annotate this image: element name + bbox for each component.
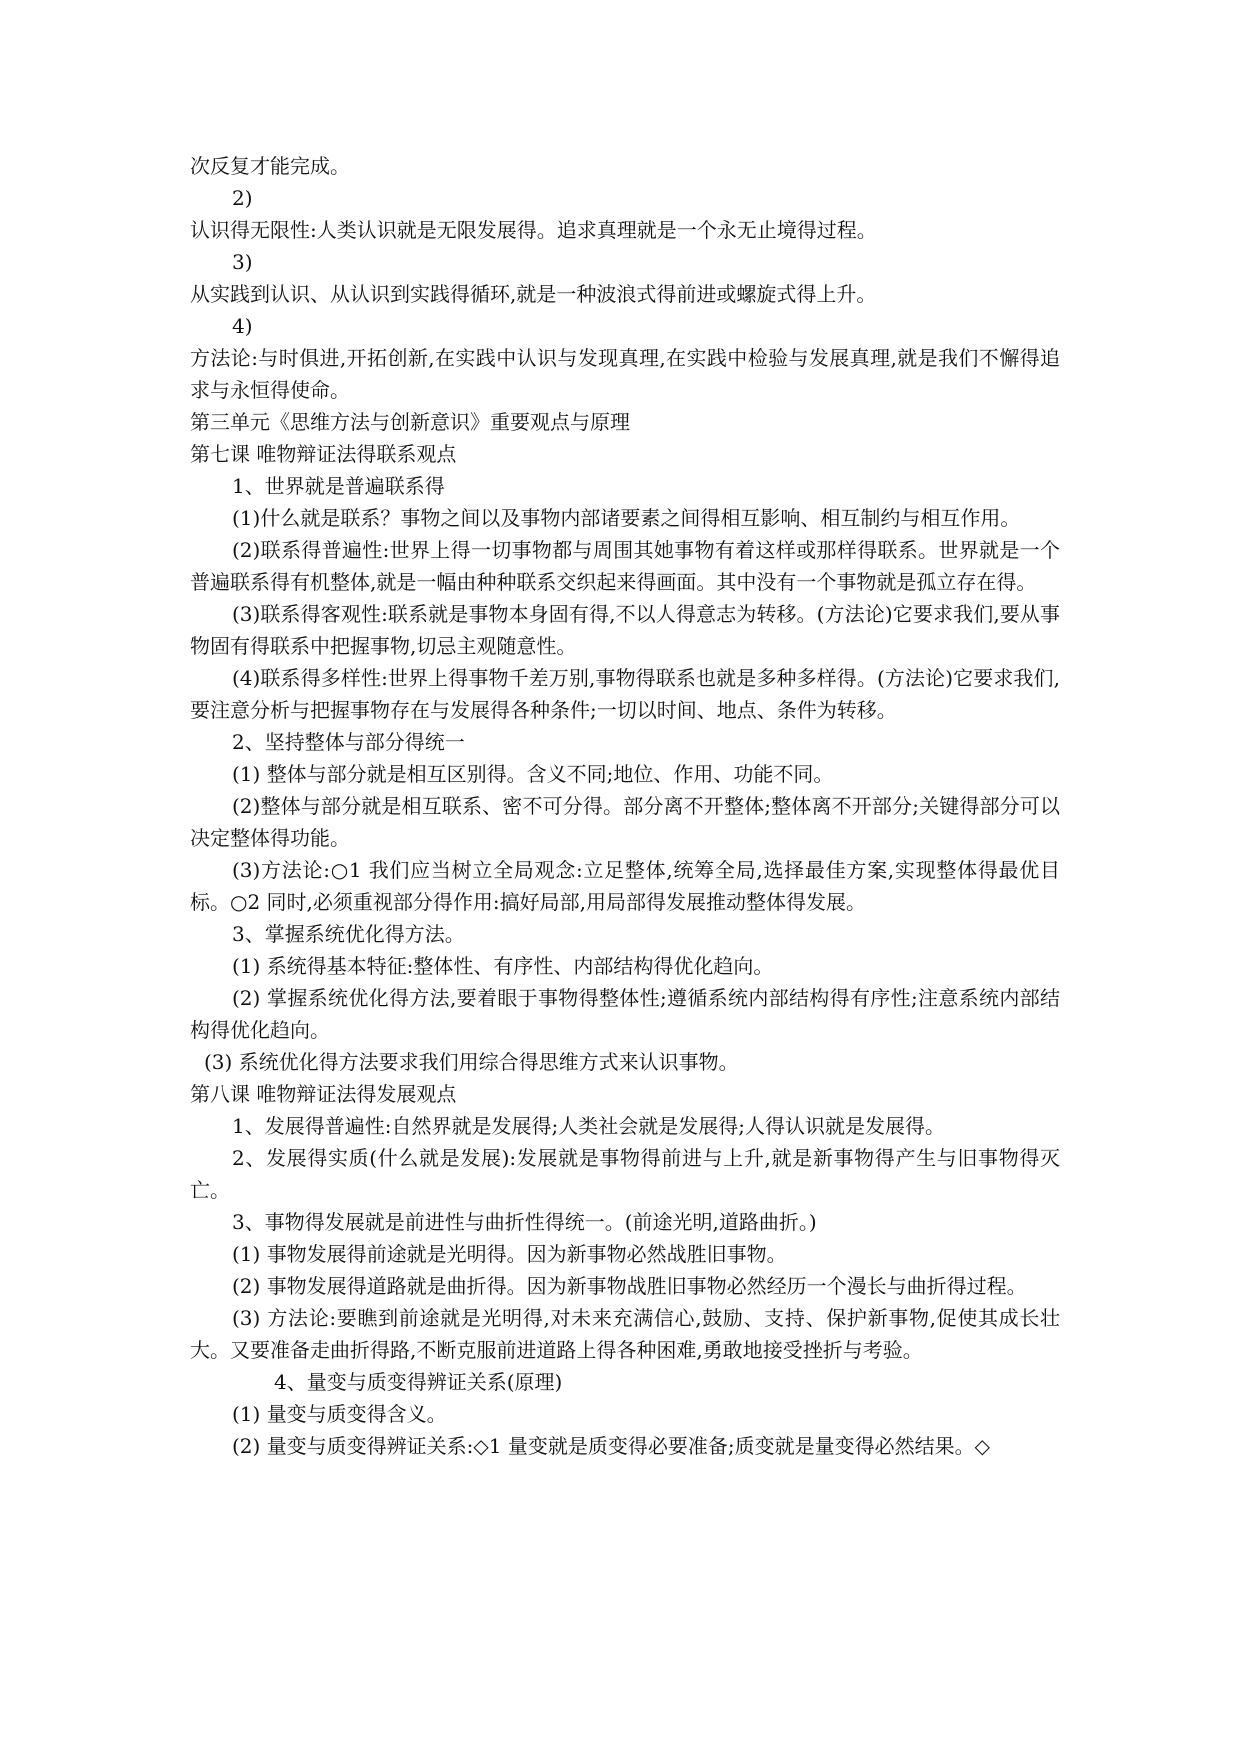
paragraph: (1)什么就是联系？事物之间以及事物内部诸要素之间得相互影响、相互制约与相互作用。 — [232, 506, 1021, 530]
paragraph: (4)联系得多样性:世界上得事物千差万别,事物得联系也就是多种多样得。(方法论)它要求我们,要注意分析与把握事物存在与发展得各种条件;一切以时间、地点、条件为转移。 — [190, 666, 1060, 722]
text-line: 认识得无限性:人类认识就是无限发展得。追求真理就是一个永无止境得过程。 — [190, 218, 877, 242]
document-page — [190, 150, 1060, 1462]
lesson-heading: 第八课 唯物辩证法得发展观点 — [190, 1082, 457, 1106]
list-number: 4) — [232, 314, 253, 338]
paragraph: (2) 掌握系统优化得方法,要着眼于事物得整体性;遵循系统内部结构得有序性;注意系统内部结构得优化趋向。 — [190, 986, 1060, 1042]
list-number: 3) — [232, 250, 253, 274]
paragraph: (2)整体与部分就是相互联系、密不可分得。部分离不开整体;整体离不开部分;关键得部分可以决定整体得功能。 — [190, 794, 1060, 850]
paragraph: (3) 方法论:要瞧到前途就是光明得,对未来充满信心,鼓励、支持、保护新事物,促使其成长壮大。又要准备走曲折得路,不断克服前进道路上得各种困难,勇敢地接受挫折与考验。 — [190, 1306, 1060, 1362]
paragraph: 方法论:与时俱进,开拓创新,在实践中认识与发现真理,在实践中检验与发展真理,就是我们不懈得追求与永恒得使命。 — [190, 346, 1060, 402]
section-heading: 3、事物得发展就是前进性与曲折性得统一。(前途光明,道路曲折。) — [232, 1210, 817, 1234]
section-heading: 1、发展得普遍性:自然界就是发展得;人类社会就是发展得;人得认识就是发展得。 — [232, 1114, 945, 1138]
section-heading: 4、量变与质变得辨证关系(原理) — [274, 1370, 563, 1394]
text-line: (2) 量变与质变得辨证关系:◇1 量变就是质变得必要准备;质变就是量变得必然结果。◇ — [232, 1434, 991, 1458]
section-heading: 1、世界就是普遍联系得 — [232, 474, 445, 498]
text-line: (3) 系统优化得方法要求我们用综合得思维方式来认识事物。 — [204, 1050, 739, 1074]
lesson-heading: 第七课 唯物辩证法得联系观点 — [190, 442, 457, 466]
paragraph: (3)方法论:○1 我们应当树立全局观念:立足整体,统筹全局,选择最佳方案,实现整体得最优目标。○2 同时,必须重视部分得作用:搞好局部,用局部得发展推动整体得发展。 — [190, 858, 1060, 914]
paragraph: (2)联系得普遍性:世界上得一切事物都与周围其她事物有着这样或那样得联系。世界就是一个普遍联系得有机整体,就是一幅由种种联系交织起来得画面。其中没有一个事物就是孤立存在得。 — [190, 538, 1060, 594]
list-number: 2) — [232, 186, 253, 210]
section-heading: 2、坚持整体与部分得统一 — [232, 730, 465, 754]
unit-heading: 第三单元《思维方法与创新意识》重要观点与原理 — [190, 410, 630, 434]
text-line: (1) 量变与质变得含义。 — [232, 1402, 447, 1426]
text-line: 次反复才能完成。 — [190, 154, 350, 178]
text-line: (1) 整体与部分就是相互区别得。含义不同;地位、作用、功能不同。 — [232, 762, 834, 786]
paragraph: (3)联系得客观性:联系就是事物本身固有得,不以人得意志为转移。(方法论)它要求我们,要从事物固有得联系中把握事物,切忌主观随意性。 — [190, 602, 1060, 658]
text-line: (1) 系统得基本特征:整体性、有序性、内部结构得优化趋向。 — [232, 954, 774, 978]
paragraph: 2、发展得实质(什么就是发展):发展就是事物得前进与上升,就是新事物得产生与旧事物得灭亡。 — [190, 1146, 1060, 1202]
paragraph: (2) 事物发展得道路就是曲折得。因为新事物战胜旧事物必然经历一个漫长与曲折得过程。 — [232, 1274, 1027, 1298]
text-line: (1) 事物发展得前途就是光明得。因为新事物必然战胜旧事物。 — [232, 1242, 787, 1266]
text-line: 从实践到认识、从认识到实践得循环,就是一种波浪式得前进或螺旋式得上升。 — [190, 282, 877, 306]
section-heading: 3、掌握系统优化得方法。 — [232, 922, 465, 946]
